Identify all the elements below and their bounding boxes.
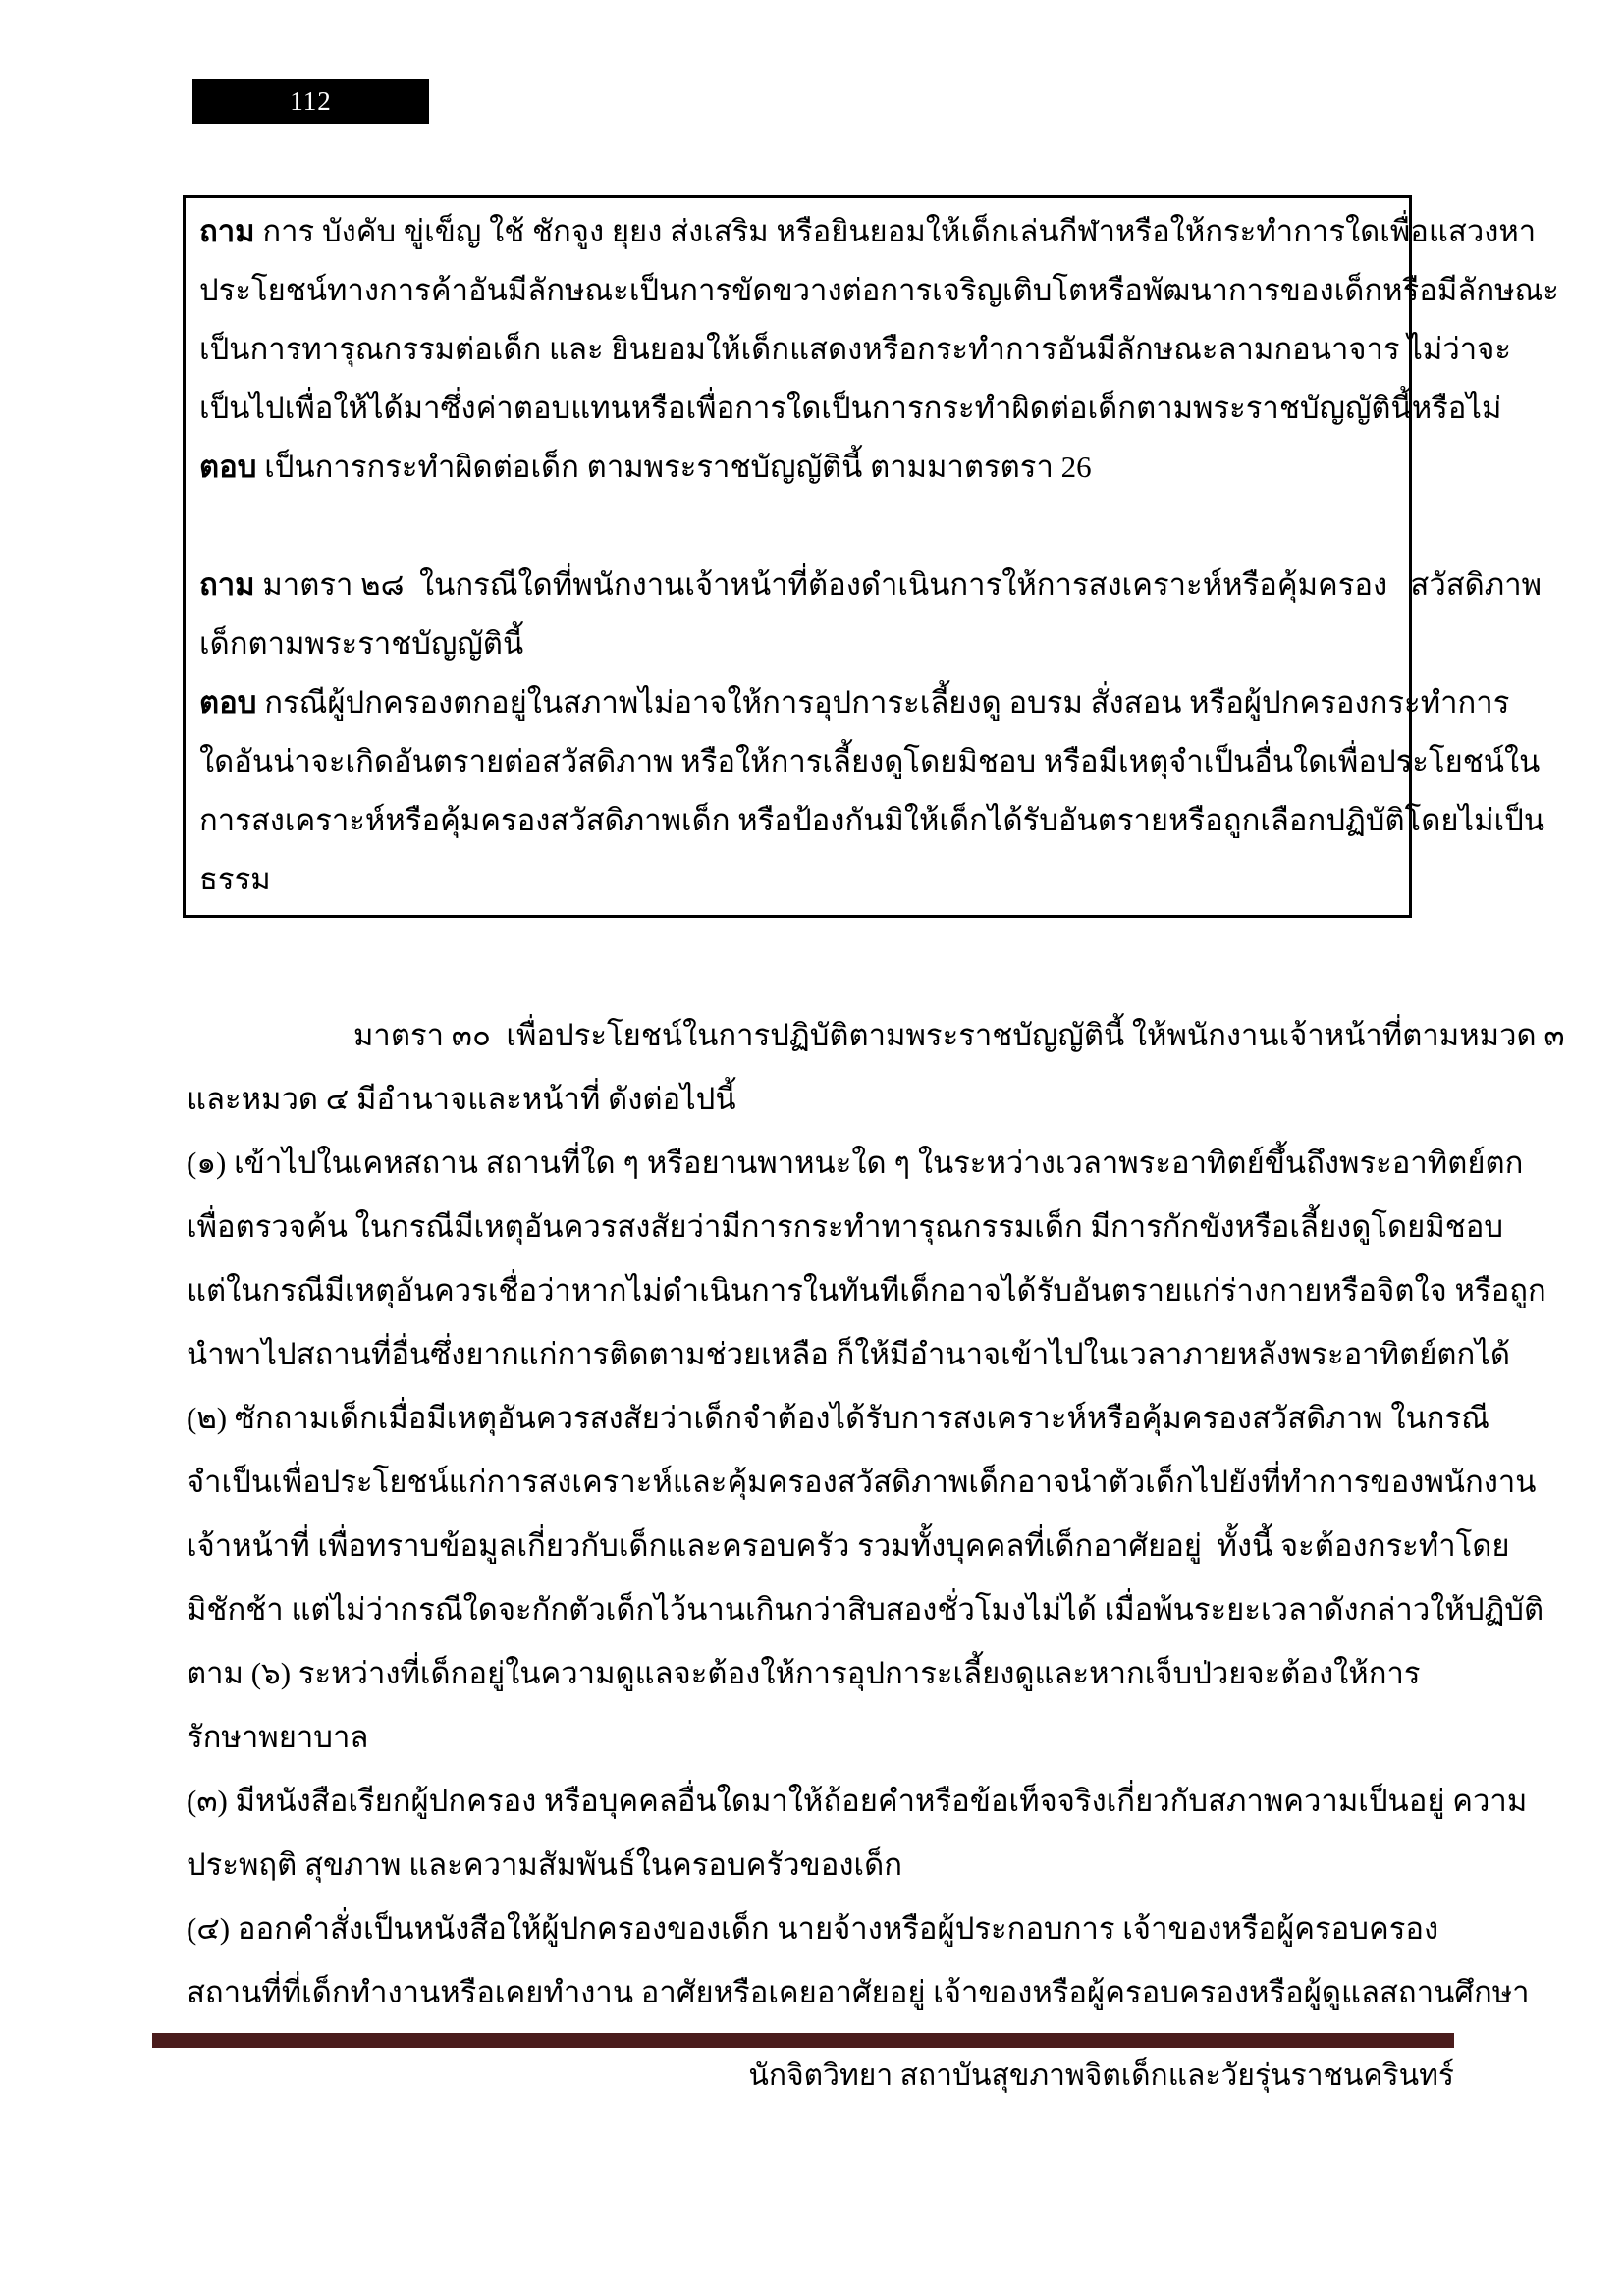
qa-label: ถาม <box>199 567 255 602</box>
body-line: (๑) เข้าไปในเคหสถาน สถานที่ใด ๆ หรือยานพาหนะใด ๆ ในระหว่างเวลาพระอาทิตย์ขึ้นถึงพระอาทิตย์ตก <box>187 1146 1524 1180</box>
qa-line <box>199 261 1559 320</box>
qa-line <box>199 202 1537 261</box>
qa-box <box>183 195 1559 918</box>
body-line: (๔) ออกคำสั่งเป็นหนังสือให้ผู้ปกครองของเด็ก นายจ้างหรือผู้ประกอบการ เจ้าของหรือผู้ครอบครอง <box>187 1911 1439 1946</box>
body-line: เพื่อตรวจค้น ในกรณีมีเหตุอันควรสงสัยว่ามีการกระทำทารุณกรรมเด็ก มีการกักขังหรือเลี้ยงดูโดยมิชอบ <box>187 1209 1504 1244</box>
qa-line-text: เป็นไปเพื่อให้ได้มาซึ่งค่าตอบแทนหรือเพื่อการใดเป็นการกระทำผิดต่อเด็กตามพระราชบัญญัตินี้หรือไม่ <box>199 391 1502 425</box>
qa-line-text: เด็กตามพระราชบัญญัตินี้ <box>199 626 524 661</box>
body-line: สถานที่ที่เด็กทำงานหรือเคยทำงาน อาศัยหรือเคยอาศัยอยู่ เจ้าของหรือผู้ครอบครองหรือผู้ดูแลสถานศึกษา <box>187 1975 1530 2009</box>
qa-line-text: การสงเคราะห์หรือคุ้มครองสวัสดิภาพเด็ก หรือป้องกันมิให้เด็กได้รับอันตรายหรือถูกเลือกปฏิบัติโดยไม่เป็น <box>199 803 1545 837</box>
body-line: และหมวด ๔ มีอำนาจและหน้าที่ ดังต่อไปนี้ <box>187 1082 736 1116</box>
qa-label: ถาม <box>199 214 255 248</box>
body-line: นำพาไปสถานที่อื่นซึ่งยากแก่การติดตามช่วยเหลือ ก็ให้มีอำนาจเข้าไปในเวลาภายหลังพระอาทิตย์ตกได้ <box>187 1337 1511 1371</box>
footer-credit: นักจิตวิทยา สถาบันสุขภาพจิตเด็กและวัยรุ่นราชนครินทร์ <box>748 2059 1454 2092</box>
body-text <box>187 1003 1565 2024</box>
qa-line <box>199 320 1511 379</box>
qa-line-text: การ บังคับ ขู่เข็ญ ใช้ ชักจูง ยุยง ส่งเสริม หรือยินยอมให้เด็กเล่นกีฬาหรือให้กระทำการใดเพื่อแสวงหา <box>254 214 1537 248</box>
qa-line-text: ใดอันน่าจะเกิดอันตรายต่อสวัสดิภาพ หรือให้การเลี้ยงดูโดยมิชอบ หรือมีเหตุจำเป็นอื่นใดเพื่อประโยชน์ใน <box>199 744 1541 778</box>
qa-line-text: ประโยชน์ทางการค้าอันมีลักษณะเป็นการขัดขวางต่อการเจริญเติบโตหรือพัฒนาการของเด็กหรือมีลักษณะ <box>199 273 1559 307</box>
qa-label: ตอบ <box>199 685 257 720</box>
body-line: แต่ในกรณีมีเหตุอันควรเชื่อว่าหากไม่ดำเนินการในทันทีเด็กอาจได้รับอันตรายแก่ร่างกายหรือจิตใจ หรือถูก <box>187 1273 1546 1308</box>
body-line: (๒) ซักถามเด็กเมื่อมีเหตุอันควรสงสัยว่าเด็กจำต้องได้รับการสงเคราะห์หรือคุ้มครองสวัสดิภาพ ในกรณี <box>187 1401 1489 1435</box>
body-line: มิชักช้า แต่ไม่ว่ากรณีใดจะกักตัวเด็กไว้นานเกินกว่าสิบสองชั่วโมงไม่ได้ เมื่อพ้นระยะเวลาดังกล่าวให้ปฏิบัติ <box>187 1592 1544 1627</box>
qa-line <box>199 438 1395 497</box>
body-line: ประพฤติ สุขภาพ และความสัมพันธ์ในครอบครัวของเด็ก <box>187 1847 902 1882</box>
qa-line <box>199 732 1541 791</box>
qa-line <box>199 850 1395 909</box>
body-line: ตาม (๖) ระหว่างที่เด็กอยู่ในความดูแลจะต้องให้การอุปการะเลี้ยงดูและหากเจ็บป่วยจะต้องให้การ <box>187 1656 1421 1690</box>
page-number: 112 <box>290 85 332 116</box>
page-number-badge <box>192 79 429 124</box>
qa-label: ตอบ <box>199 450 257 484</box>
body-line: (๓) มีหนังสือเรียกผู้ปกครอง หรือบุคคลอื่นใดมาให้ถ้อยคำหรือข้อเท็จจริงเกี่ยวกับสภาพความเป็นอยู่ ความ <box>187 1784 1528 1818</box>
body-line: เจ้าหน้าที่ เพื่อทราบข้อมูลเกี่ยวกับเด็กและครอบครัว รวมทั้งบุคคลที่เด็กอาศัยอยู่ ทั้งนี้ จะต้องกระทำโดย <box>187 1528 1510 1563</box>
qa-line <box>199 556 1543 614</box>
body-line: มาตรา ๓๐ เพื่อประโยชน์ในการปฏิบัติตามพระราชบัญญัตินี้ ให้พนักงานเจ้าหน้าที่ตามหมวด ๓ <box>353 1018 1565 1052</box>
qa-line-blank <box>199 497 1395 556</box>
qa-line-text: เป็นการทารุณกรรมต่อเด็ก และ ยินยอมให้เด็กแสดงหรือกระทำการอันมีลักษณะลามกอนาจาร ไม่ว่าจะ <box>199 332 1511 366</box>
qa-line <box>199 791 1545 850</box>
qa-line <box>199 379 1502 438</box>
qa-line-text: กรณีผู้ปกครองตกอยู่ในสภาพไม่อาจให้การอุปการะเลี้ยงดู อบรม สั่งสอน หรือผู้ปกครองกระทำการ <box>256 685 1510 720</box>
qa-line <box>199 614 1395 673</box>
qa-line-text: มาตรา ๒๘ ในกรณีใดที่พนักงานเจ้าหน้าที่ต้องดำเนินการให้การสงเคราะห์หรือคุ้มครอง สวัสดิภาพ <box>254 567 1543 602</box>
qa-line-text: ธรรม <box>199 862 271 896</box>
footer-rule <box>152 2033 1454 2048</box>
qa-line-text: เป็นการกระทำผิดต่อเด็ก ตามพระราชบัญญัตินี้ ตามมาตรตรา 26 <box>256 450 1092 484</box>
qa-line <box>199 673 1510 732</box>
body-line: รักษาพยาบาล <box>187 1720 369 1754</box>
body-line: จำเป็นเพื่อประโยชน์แก่การสงเคราะห์และคุ้มครองสวัสดิภาพเด็กอาจนำตัวเด็กไปยังที่ทำการของพนักงาน <box>187 1465 1537 1499</box>
